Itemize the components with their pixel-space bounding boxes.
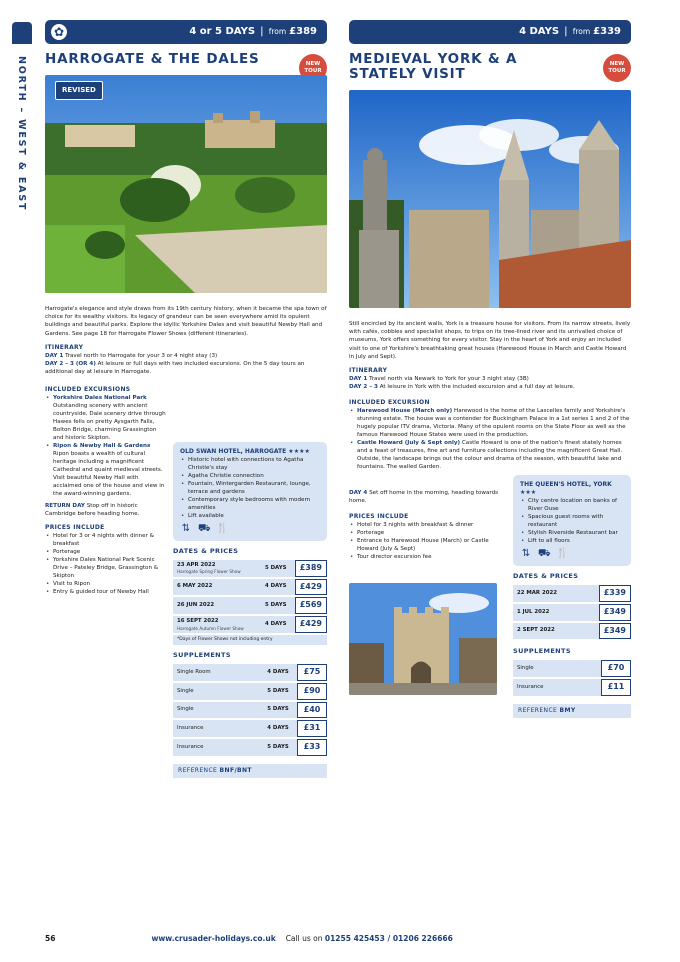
tour-title: HARROGATE & THE DALES (45, 51, 260, 67)
tour-price: £389 (289, 26, 317, 38)
itinerary-day-2: DAY 2 – 3 (OR 4) At leisure or full days with two included excursions. On the 5 day tours an additional day at leisure in Harrogate. (45, 360, 305, 375)
amenity-icons (180, 523, 320, 535)
bootham-bar-photo (349, 583, 497, 695)
side-tab-marker (12, 22, 32, 44)
hotel-name: OLD SWAN HOTEL, HARROGATE ★★★★ (180, 447, 310, 455)
new-tour-badge: NEW TOUR (299, 54, 327, 82)
lift-icon: ⇅ (181, 522, 191, 534)
tour-harrogate (45, 20, 327, 778)
list-item: • Ripon & Newby Hall & Gardens Ripon boasts a wealth of cultural heritage including a magnificent Cathedral and quaint medieval streets. Visit beautiful Newby Hall with acclaimed one of the house and view in the award-winning gardens. (45, 442, 167, 498)
reference-code: REFERENCE BMY (513, 704, 631, 718)
dates-table (513, 583, 631, 641)
itinerary-day-4: DAY 4 Set off home in the morning, heading towards home. (349, 490, 499, 505)
table-row: Single 5 DAYS £40 (173, 702, 327, 719)
harrogate-photo (45, 75, 327, 293)
page-footer (45, 934, 635, 944)
list-item: • Porterage (349, 529, 505, 537)
table-row: Insurance 4 DAYS £31 (173, 720, 327, 737)
table-row: Single £70 (513, 660, 631, 677)
tour-title: MEDIEVAL YORK & A STATELY VISIT (349, 51, 518, 82)
tour-duration: 4 DAYS (519, 26, 560, 38)
amenity-icons (520, 548, 624, 560)
hotel-features (520, 497, 624, 545)
coach-icon: ⛟ (538, 548, 551, 560)
tour-intro: Harrogate's elegance and style draws from its 19th century history, when it became the spa town of choice for its wealthy visitors. Its legacy of grandeur can be seen everywhere amid its opulent buildings and beautiful parks. Explore the idyllic Yorkshire Dales and visit beautiful Newby Hall and Gardens. See page 18 for Harrogate Flower Shows (different itineraries). (45, 306, 327, 337)
dates-footnote: *Days of Flower Shows not including entry (173, 635, 327, 645)
tour-york (349, 20, 631, 718)
list-item: • Hotel for 3 nights with breakfast & dinner (349, 521, 505, 529)
contact-line: Call us on 01255 425453 / 01206 226666 (285, 934, 453, 943)
list-item: • Fountain, Wintergarden Restaurant, lounge, terrace and gardens (180, 480, 320, 496)
from-label: from (572, 26, 591, 36)
dates-table (173, 558, 327, 636)
tour-price: £339 (593, 26, 621, 38)
itinerary-day-1: DAY 1 Travel north via Newark to York for your 3 night stay (3B) (349, 376, 529, 383)
new-tour-badge: NEW TOUR (603, 54, 631, 82)
list-item: • Harewood House (March only) Harewood is the home of the Lascelles family and Yorkshire's stunning estate. The house was a contender for Buckingham Palace in a 1st series 1 and 2 of the hugely popular ITV drama, Victoria. Many of the opulent rooms on the State Floor as well as the famous Harewood House States were used in the production. (349, 407, 631, 439)
tour-intro: Still encircled by its ancient walls, York is a treasure house for visitors. From its narrow streets, lively with cafés, cobbles and specialist shops, to trips on its tree-lined river and its unrivalled choice of museums, York offers something for every visitor. Stay in the heart of York and enjoy an included visit to one of Yorkshire's breathtaking great houses (Harewood House in March and Castle Howard in July and Sept). (349, 321, 631, 360)
tour-banner: ✿ 4 or 5 DAYS | from £389 (45, 20, 327, 44)
gatehouse-image (349, 583, 497, 695)
side-tab-label: NORTH – WEST & EAST (15, 56, 27, 212)
list-item: • Entry & guided tour of Newby Hall (45, 588, 167, 596)
dates-heading: DATES & PRICES (173, 546, 239, 555)
york-photo (349, 90, 631, 308)
list-item: • Entrance to Harewood House (March) or Castle Howard (July & Sept) (349, 537, 505, 553)
minster-image (349, 90, 631, 308)
itinerary-day-2: DAY 2 – 3 At leisure in York with the included excursion and a full day at leisure. (349, 384, 575, 391)
list-item: • Contemporary style bedrooms with modern amenities (180, 496, 320, 512)
itinerary-heading: ITINERARY (349, 367, 388, 375)
phone-numbers: 01255 425453 / 01206 226666 (324, 934, 453, 943)
excursions-heading: INCLUDED EXCURSIONS (45, 385, 131, 393)
table-row: Insurance 5 DAYS £33 (173, 739, 327, 756)
tour-duration: 4 or 5 DAYS (189, 26, 256, 38)
list-item: • Castle Howard (July & Sept only) Castle Howard is one of the nation's finest stately homes and a feast of treasures, fine art and furniture collections including the magnificent Great Hall. Outside, the landscape brings out the colour and drama of the season, with beautiful lake and fountains. The walled Garden. (349, 439, 631, 471)
supplements-heading: SUPPLEMENTS (173, 651, 231, 660)
from-label: from (268, 26, 287, 36)
supplements-table (513, 658, 631, 698)
list-item: • Yorkshire Dales National Park Outstanding scenery with ancient countryside, Dale scenery drive through Hawes fells on pretty Aysgarth Falls, Bolton Bridge, charming Grassington and historic Skipton. (45, 394, 167, 442)
hotel-box (513, 475, 631, 566)
section-side-tab (12, 22, 32, 232)
table-row: 16 SEPT 2022 Harrogate Autumn Flower Show 4 DAYS £429 (173, 616, 327, 633)
right-lower-boxes (513, 475, 631, 718)
left-lower-split (45, 380, 327, 778)
revised-badge: REVISED (55, 81, 103, 100)
right-lower-text (349, 475, 505, 718)
list-item: • Tour director excursion fee (349, 553, 505, 561)
hotel-features (180, 456, 320, 520)
restaurant-icon: 🍴 (556, 548, 569, 560)
list-item: • Stylish Riverside Restaurant bar (520, 529, 624, 537)
list-item: • Visit to Ripon (45, 580, 167, 588)
tour-banner: 4 DAYS | from £339 (349, 20, 631, 44)
website-link[interactable]: www.crusader-holidays.co.uk (151, 934, 276, 943)
list-item: • City centre location on banks of River Ouse (520, 497, 624, 513)
list-item: • Historic hotel with connections to Agatha Christie's stay (180, 456, 320, 472)
restaurant-icon: 🍴 (216, 522, 229, 534)
list-item: • Porterage (45, 548, 167, 556)
gear-icon: ✿ (51, 24, 67, 40)
supplements-table (173, 662, 327, 758)
hotel-name: THE QUEEN'S HOTEL, YORK ★★★ (520, 481, 612, 497)
prices-include-list (45, 532, 167, 596)
itinerary-day-1: DAY 1 Travel north to Harrogate for your 3 or 4 night stay (3) (45, 352, 218, 359)
supplements-heading: SUPPLEMENTS (513, 647, 571, 656)
list-item: • Lift available (180, 512, 320, 520)
excursions-list (45, 394, 167, 498)
prices-include-heading: PRICES INCLUDE (349, 513, 409, 521)
hotel-box (173, 442, 327, 541)
reference-code: REFERENCE BNF/BNT (173, 764, 327, 778)
left-lower-text (45, 380, 167, 778)
table-row: 22 MAR 2022 £339 (513, 585, 631, 602)
table-row: Insurance £11 (513, 679, 631, 696)
table-row: 6 MAY 2022 4 DAYS £429 (173, 579, 327, 596)
itinerary-heading: ITINERARY (45, 343, 84, 351)
garden-image (45, 75, 327, 293)
excursion-list (349, 407, 631, 471)
list-item: • Lift to all floors (520, 537, 624, 545)
table-row: 1 JUL 2022 £349 (513, 604, 631, 621)
table-row: 2 SEPT 2022 £349 (513, 623, 631, 640)
prices-include-heading: PRICES INCLUDE (45, 524, 105, 531)
left-lower-boxes (173, 442, 327, 778)
lift-icon: ⇅ (521, 548, 531, 560)
prices-include-list (349, 521, 505, 561)
table-row: Single Room 4 DAYS £75 (173, 664, 327, 681)
coach-icon: ⛟ (198, 522, 211, 534)
dates-heading: DATES & PRICES (513, 572, 579, 581)
table-row: 26 JUN 2022 5 DAYS £569 (173, 597, 327, 614)
list-item: • Spacious guest rooms with restaurant (520, 513, 624, 529)
table-row: Single 5 DAYS £90 (173, 683, 327, 700)
table-row: 23 APR 2022 Harrogate Spring Flower Show 5 DAYS £389 (173, 560, 327, 577)
list-item: • Agatha Christie connection (180, 472, 320, 480)
excursion-heading: INCLUDED EXCURSION (349, 399, 430, 407)
list-item: • Yorkshire Dales National Park Scenic Drive – Pateley Bridge, Grassington & Skipton (45, 556, 167, 580)
page-number: 56 (45, 934, 56, 943)
list-item: • Hotel for 3 or 4 nights with dinner & breakfast (45, 532, 167, 548)
right-lower-split (349, 475, 631, 718)
return-day: RETURN DAY Stop off in historic Cambridge before heading home. (45, 503, 140, 517)
